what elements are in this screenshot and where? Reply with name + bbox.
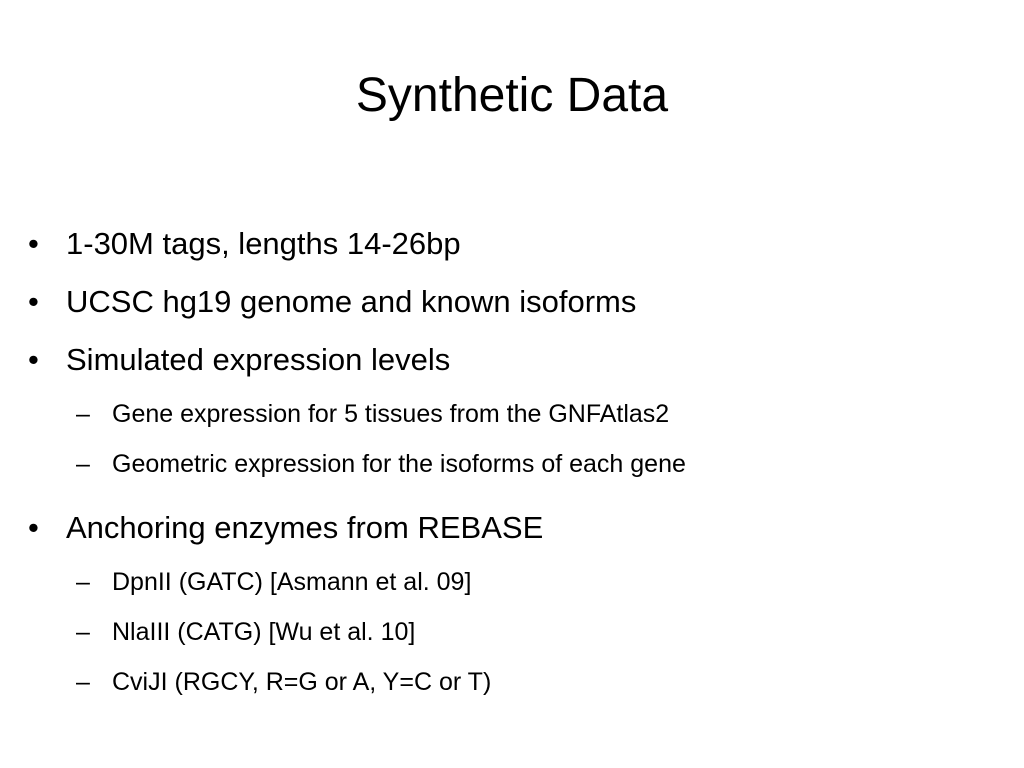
sub-bullet-item bbox=[28, 662, 988, 712]
bullet-item bbox=[28, 278, 988, 336]
sub-bullet-text: CviJI (RGCY, R=G or A, Y=C or T) bbox=[112, 668, 492, 696]
dash-icon: – bbox=[76, 400, 90, 428]
bullet-item bbox=[28, 336, 988, 394]
sub-bullet-text: DpnII (GATC) [Asmann et al. 09] bbox=[112, 568, 472, 596]
sub-bullet-item bbox=[28, 562, 988, 612]
sub-bullet-item bbox=[28, 444, 988, 494]
bullet-dot-icon: • bbox=[28, 284, 39, 319]
sub-bullet-text: NlaIII (CATG) [Wu et al. 10] bbox=[112, 618, 416, 646]
spacer bbox=[28, 494, 988, 504]
bullet-text: Simulated expression levels bbox=[66, 342, 451, 377]
bullet-item bbox=[28, 220, 988, 278]
bullet-text: 1-30M tags, lengths 14-26bp bbox=[66, 226, 461, 261]
dash-icon: – bbox=[76, 568, 90, 596]
bullet-item bbox=[28, 504, 988, 562]
sub-bullet-text: Geometric expression for the isoforms of each gene bbox=[112, 450, 686, 478]
bullet-text: UCSC hg19 genome and known isoforms bbox=[66, 284, 637, 319]
dash-icon: – bbox=[76, 668, 90, 696]
bullet-dot-icon: • bbox=[28, 226, 39, 261]
dash-icon: – bbox=[76, 618, 90, 646]
bullet-text: Anchoring enzymes from REBASE bbox=[66, 510, 544, 545]
bullet-dot-icon: • bbox=[28, 510, 39, 545]
bullet-dot-icon: • bbox=[28, 342, 39, 377]
sub-bullet-item bbox=[28, 394, 988, 444]
bullet-list bbox=[28, 220, 988, 712]
dash-icon: – bbox=[76, 450, 90, 478]
slide-title: Synthetic Data bbox=[355, 69, 669, 122]
sub-bullet-item bbox=[28, 612, 988, 662]
sub-bullet-text: Gene expression for 5 tissues from the GNFAtlas2 bbox=[112, 400, 670, 428]
